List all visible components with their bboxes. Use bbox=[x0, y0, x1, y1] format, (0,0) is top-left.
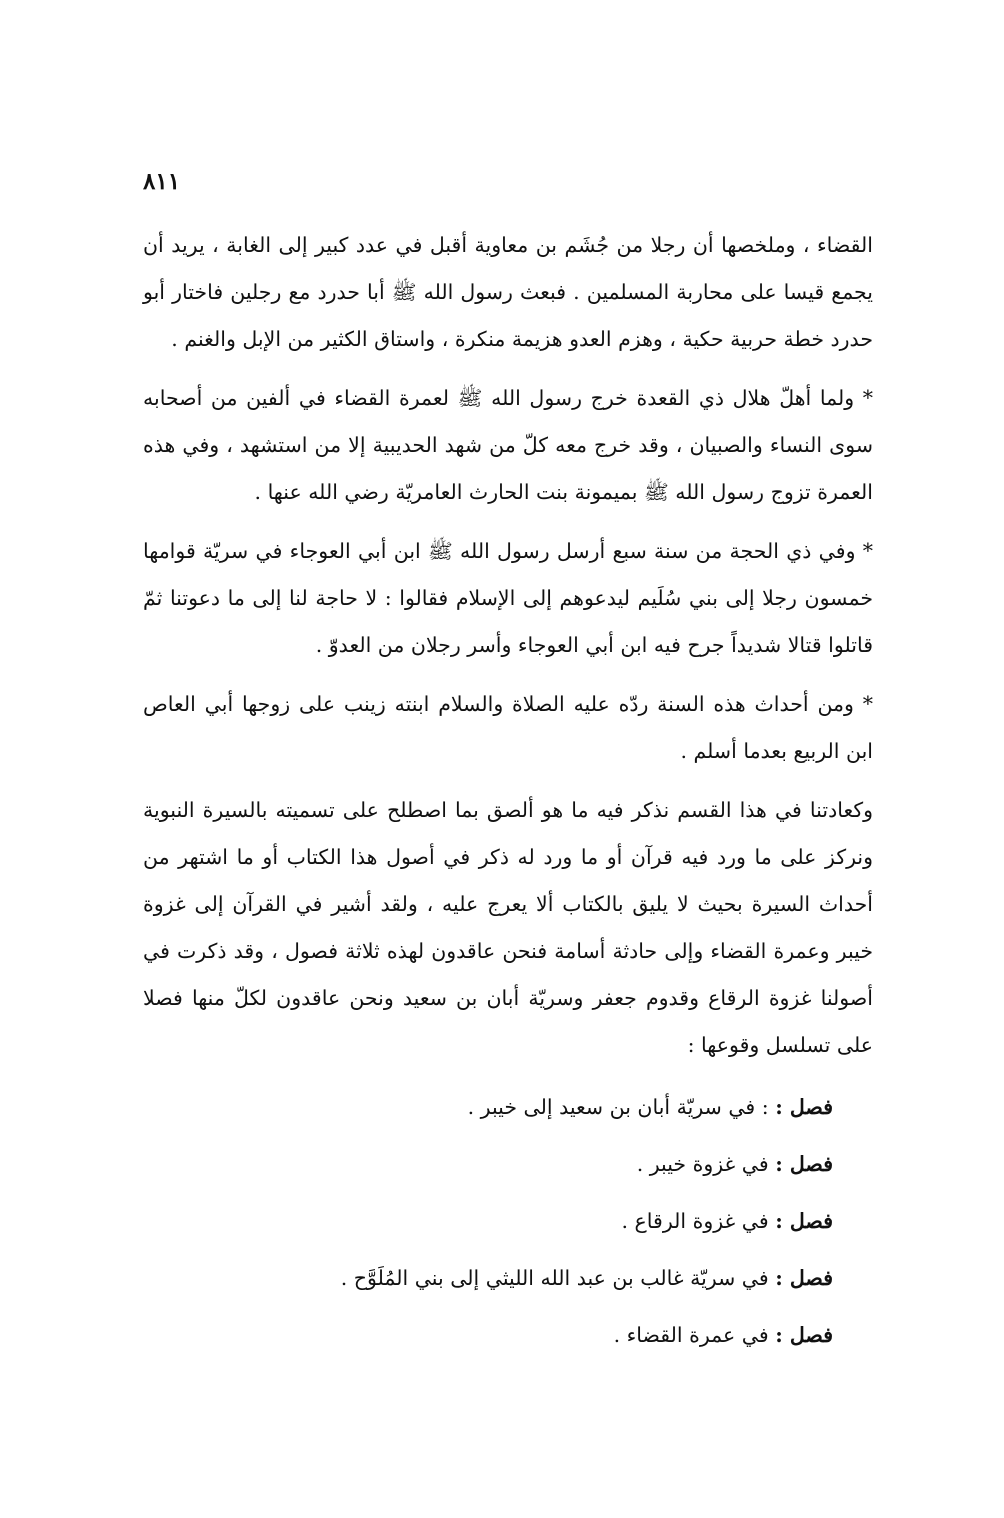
chapter-title: في سريّة غالب بن عبد الله الليثي إلى بني المُلَوَّح . bbox=[340, 1266, 776, 1290]
chapter-title: في عمرة القضاء . bbox=[613, 1323, 776, 1347]
chapter-label: فصل : bbox=[775, 1266, 833, 1290]
chapter-item bbox=[143, 1079, 833, 1136]
chapter-title: : في سريّة أبان بن سعيد إلى خيبر . bbox=[467, 1095, 776, 1119]
paragraph-ibn-abi-al-awja: * وفي ذي الحجة من سنة سبع أرسل رسول الله ﷺ ابن أبي العوجاء في سريّة قوامها خمسون رجلا إلى بني سُلَيم ليدعوهم إلى الإسلام فقالوا : لا حاجة لنا إلى ما دعوتنا ثمّ قاتلوا قتالا شديداً جرح فيه ابن أبي العوجاء وأسر رجلان من العدوّ . bbox=[143, 539, 873, 657]
chapter-title: في غزوة الرقاع . bbox=[621, 1209, 776, 1233]
chapter-label: فصل : bbox=[775, 1095, 833, 1119]
page-number: ٨١١ bbox=[143, 168, 181, 195]
chapter-list bbox=[143, 1079, 873, 1364]
paragraph-raid-summary: القضاء ، وملخصها أن رجلا من جُشَم بن معاوية أقبل في عدد كبير إلى الغابة ، يريد أن يجمع قيسا على محاربة المسلمين . فبعث رسول الله ﷺ أبا حدرد مع رجلين فاختار أبو حدرد خطة حربية حكية ، وهزم العدو هزيمة منكرة ، واستاق الكثير من الإبل والغنم . bbox=[143, 233, 873, 351]
chapter-label: فصل : bbox=[775, 1209, 833, 1233]
paragraph-umrat-al-qada: * ولما أهلّ هلال ذي القعدة خرج رسول الله ﷺ لعمرة القضاء في ألفين من أصحابه سوى النساء والصبيان ، وقد خرج معه كلّ من شهد الحديبية إلا من استشهد ، وفي هذه العمرة تزوج رسول الله ﷺ بميمونة بنت الحارث العامريّة رضي الله عنها . bbox=[143, 386, 873, 504]
chapter-label: فصل : bbox=[775, 1152, 833, 1176]
chapter-item bbox=[143, 1250, 833, 1307]
chapter-title: في غزوة خيبر . bbox=[636, 1152, 776, 1176]
page-body bbox=[143, 222, 873, 1364]
paragraph-zaynab: * ومن أحداث هذه السنة ردّه عليه الصلاة والسلام ابنته زينب على زوجها أبي العاص ابن الربيع بعدما أسلم . bbox=[143, 692, 873, 763]
chapter-label: فصل : bbox=[775, 1323, 833, 1347]
paragraph-method: وكعادتنا في هذا القسم نذكر فيه ما هو ألصق بما اصطلح على تسميته بالسيرة النبوية ونركز على ما ورد فيه قرآن أو ما ورد له ذكر في أصول هذا الكتاب أو ما اشتهر من أحداث السيرة بحيث لا يليق بالكتاب ألا يعرج عليه ، ولقد أشير في القرآن إلى غزوة خيبر وعمرة القضاء وإلى حادثة أسامة فنحن عاقدون لهذه ثلاثة فصول ، وقد ذكرت في أصولنا غزوة الرقاع وقدوم جعفر وسريّة أبان بن سعيد ونحن عاقدون لكلّ منها فصلا على تسلسل وقوعها : bbox=[143, 798, 873, 1057]
chapter-item bbox=[143, 1193, 833, 1250]
chapter-item bbox=[143, 1307, 833, 1364]
chapter-item bbox=[143, 1136, 833, 1193]
